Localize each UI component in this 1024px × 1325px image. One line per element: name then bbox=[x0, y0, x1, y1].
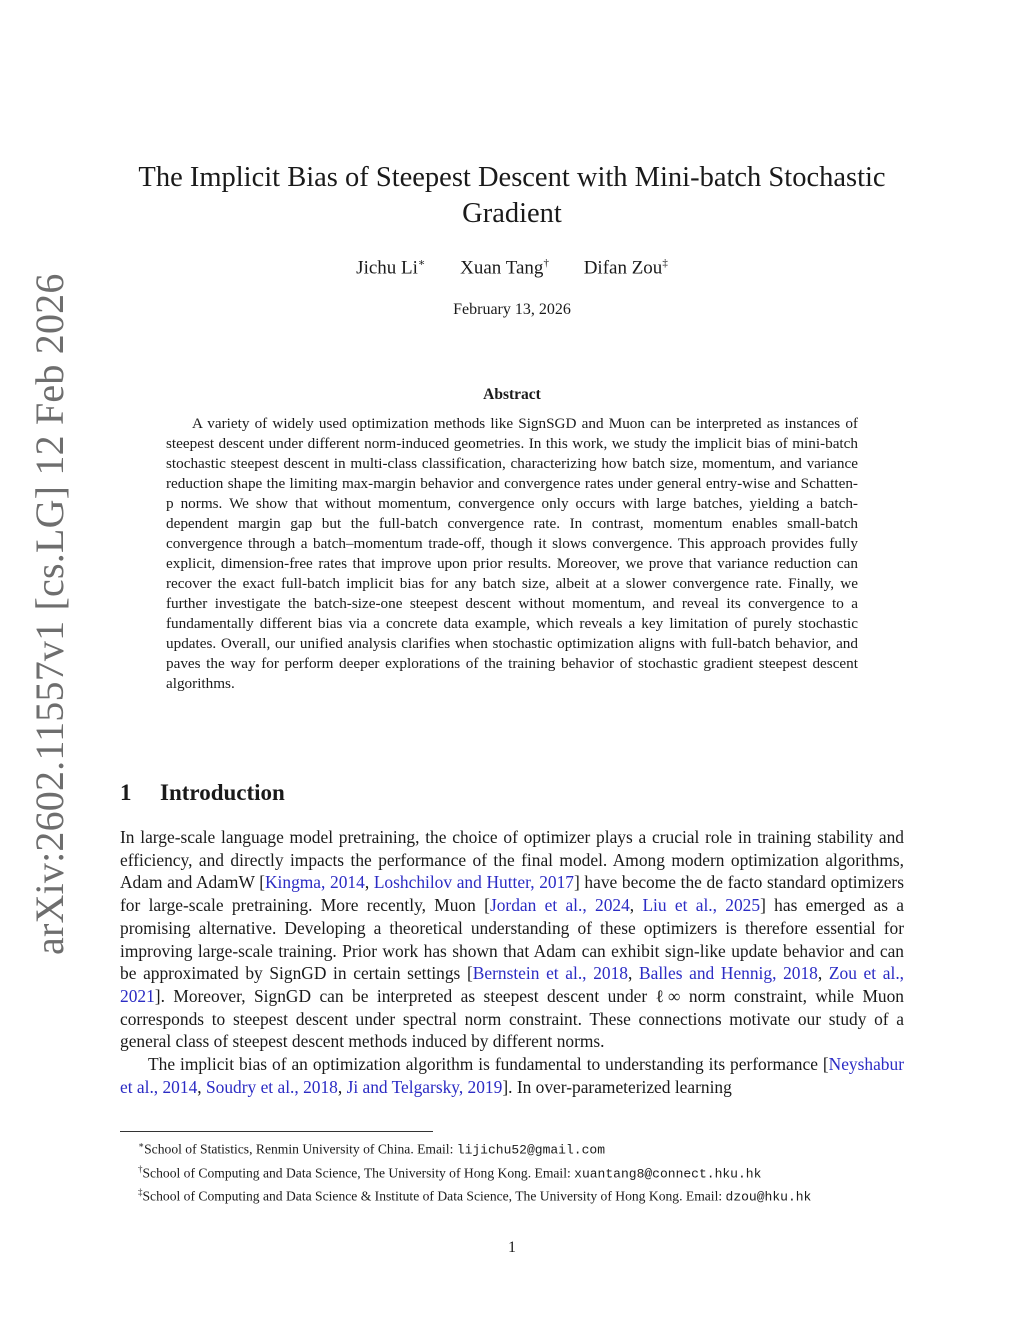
section-heading bbox=[120, 780, 285, 806]
author-name: Jichu Li bbox=[356, 257, 418, 279]
citation-link[interactable]: Kingma, 2014 bbox=[265, 872, 365, 893]
citation-link[interactable]: Jordan et al., 2024 bbox=[489, 895, 630, 916]
citation-link[interactable]: Zou et al., 2021 bbox=[120, 963, 905, 1006]
paragraph-text: The implicit bias of an optimization algorithm is fundamental to understanding its performance [ bbox=[148, 1054, 829, 1075]
paragraph-text: ] have become the de facto standard optimizers for large-scale pretraining. More recently, Muon [ bbox=[120, 872, 904, 916]
footnotes bbox=[120, 1136, 904, 1207]
footnote-2 bbox=[120, 1160, 904, 1184]
author-name: Xuan Tang bbox=[460, 257, 544, 279]
footnote-3 bbox=[120, 1183, 904, 1207]
footnote-mark: ‡ bbox=[138, 1187, 143, 1198]
citation-link[interactable]: Balles and Hennig, 2018 bbox=[639, 963, 818, 984]
author-footnote-mark: ‡ bbox=[662, 257, 668, 269]
paragraph-2 bbox=[120, 1053, 904, 1098]
citation-link[interactable]: Liu et al., 2025 bbox=[642, 895, 761, 916]
author-footnote-mark: † bbox=[543, 257, 549, 269]
citation-link[interactable]: Loshchilov and Hutter, 2017 bbox=[373, 872, 574, 893]
footnote-mark: ∗ bbox=[138, 1140, 145, 1150]
author-xuan-tang bbox=[460, 257, 549, 279]
citation-separator: , bbox=[629, 895, 643, 916]
email-address: lijichu52@gmail.com bbox=[456, 1142, 605, 1158]
footnote-divider bbox=[120, 1131, 433, 1132]
citation-separator: , bbox=[197, 1076, 206, 1097]
footnote-affiliation: School of Computing and Data Science, The University of Hong Kong. Email: bbox=[142, 1165, 575, 1181]
author-list bbox=[120, 256, 904, 279]
paragraph-text: ]. In over-parameterized learning bbox=[502, 1076, 732, 1097]
section-number: 1 bbox=[120, 780, 132, 805]
citation-separator: , bbox=[817, 963, 829, 984]
paragraph-text: ]. Moreover, SignGD can be interpreted as steepest descent under ℓ∞ norm constraint, while Muon corresponds to steepest descent under spectral norm constraint. These connections motivate our study of a general class of steepest descent methods induced by different norms. bbox=[120, 985, 904, 1052]
arxiv-identifier-stamp: arXiv:2602.11557v1 [cs.LG] 12 Feb 2026 bbox=[27, 273, 72, 955]
page-number: 1 bbox=[508, 1239, 516, 1256]
publication-date: February 13, 2026 bbox=[453, 301, 571, 318]
citation-separator: , bbox=[627, 963, 639, 984]
introduction-body bbox=[120, 826, 904, 1098]
author-difan-zou bbox=[584, 257, 668, 279]
author-jichu-li bbox=[356, 256, 425, 279]
citation-separator: , bbox=[337, 1076, 347, 1097]
footnote-affiliation: School of Statistics, Renmin University of China. Email: bbox=[144, 1141, 457, 1157]
paragraph-1 bbox=[120, 826, 904, 1053]
footnote-affiliation: School of Computing and Data Science & Institute of Data Science, The University of Hong Kong. Email: bbox=[142, 1188, 726, 1204]
citation-link[interactable]: Bernstein et al., 2018 bbox=[472, 963, 628, 984]
citation-link[interactable]: Neyshabur et al., 2014 bbox=[120, 1054, 904, 1097]
section-title: Introduction bbox=[160, 780, 285, 805]
citation-link[interactable]: Soudry et al., 2018 bbox=[205, 1076, 338, 1097]
footnote-mark: † bbox=[138, 1163, 143, 1174]
abstract-text: A variety of widely used optimization methods like SignSGD and Muon can be interpreted as instances of steepest descent under different norm-induced geometries. In this work, we study the implicit bias of mini-batch stochastic steepest descent in multi-class classification, characterizing how batch size, momentum, and variance reduction shape the limiting max-margin behavior and convergence rates under general entry-wise and Schatten-p norms. We show that without momentum, convergence only occurs with large batches, yielding a batch-dependent margin gap but the full-batch convergence rate. In contrast, momentum enables small-batch convergence through a batch–momentum trade-off, though it slows convergence. This approach provides fully explicit, dimension-free rates that improve upon prior results. Moreover, we prove that variance reduction can recover the exact full-batch implicit bias for any batch size, albeit at a slower convergence rate. Finally, we further investigate the batch-size-one steepest descent without momentum, and reveal its convergence to a fundamentally different bias via a concrete data example, which reveals a key limitation of purely stochastic updates. Overall, our unified analysis clarifies when stochastic optimization aligns with full-batch behavior, and paves the way for perform deeper explorations of the training behavior of stochastic gradient steepest descent algorithms. bbox=[166, 415, 858, 692]
author-footnote-mark: ∗ bbox=[417, 257, 426, 269]
citation-separator: , bbox=[364, 872, 374, 893]
abstract-heading: Abstract bbox=[483, 386, 541, 403]
email-address: xuantang8@connect.hku.hk bbox=[574, 1166, 762, 1182]
citation-link[interactable]: Ji and Telgarsky, 2019 bbox=[346, 1076, 503, 1097]
paragraph-text: ] has emerged as a promising alternative. Developing a theoretical understanding of these optimizers is therefore essential for improving large-scale training. Prior work has shown that Adam can exhibit sign-like update behavior and can be approximated by SignGD in certain settings [ bbox=[120, 895, 904, 984]
footnote-1 bbox=[120, 1136, 904, 1160]
paper-title: The Implicit Bias of Steepest Descent with Mini-batch Stochastic Gradient bbox=[138, 162, 886, 229]
paragraph-text: In large-scale language model pretraining, the choice of optimizer plays a crucial role in training stability and efficiency, and directly impacts the performance of the final model. Among modern optimization algorithms, Adam and AdamW [ bbox=[120, 827, 904, 893]
email-address: dzou@hku.hk bbox=[725, 1189, 812, 1205]
author-name: Difan Zou bbox=[583, 257, 663, 279]
